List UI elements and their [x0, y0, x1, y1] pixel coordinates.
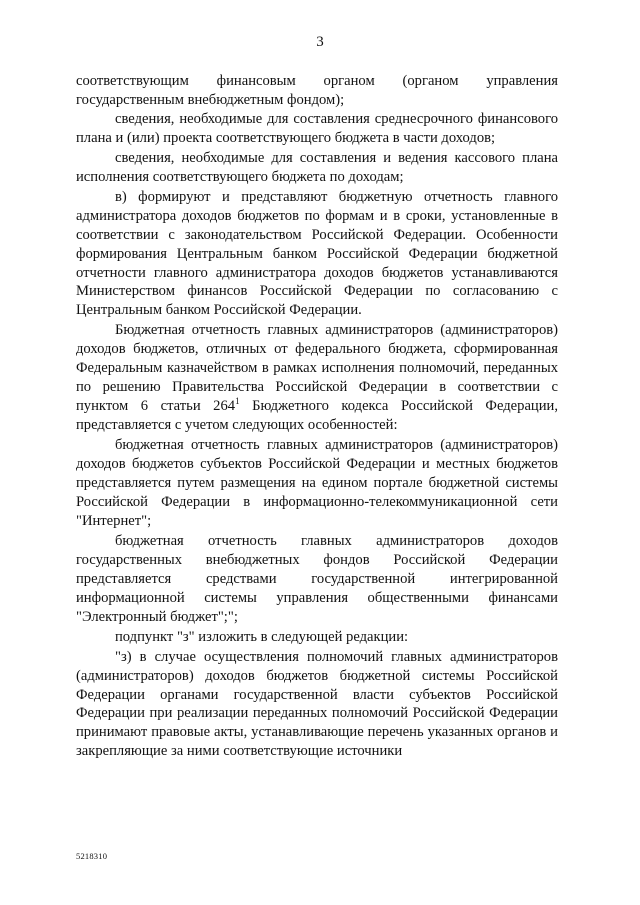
paragraph-4: в) формируют и представляют бюджетную отчетность главного администратора доходов бюджетов по формам и в сроки, установленные в соответствии с законодательством Российской Федерации. Особенности формирования Центральным банком Российской Федерации бюджетной отчетности главного администратора доходов бюджетов устанавливаются Министерством финансов Российской Федерации по согласованию с Центральным банком Российской Федерации.	[76, 188, 558, 319]
paragraph-5-text: Бюджетная отчетность главных администраторов (администраторов) доходов бюджетов, отличных от федерального бюджета, сформированная Федеральным казначейством в рамках исполнения полномочий, переданных по решению Правительства Российской Федерации в соответствии с пунктом 6 статьи 264	[76, 322, 558, 415]
paragraph-6: бюджетная отчетность главных администраторов (администраторов) доходов бюджетов субъектов Российской Федерации и местных бюджетов представляется путем размещения на едином портале бюджетной системы Российской Федерации в информационно-телекоммуникационной сети "Интернет";	[76, 437, 558, 529]
article-superscript: 1	[235, 396, 240, 407]
document-code: 5218310	[76, 851, 108, 861]
paragraph-2: сведения, необходимые для составления среднесрочного финансового плана и (или) проекта соответствующего бюджета в части доходов;	[76, 110, 558, 146]
page-number: 3	[316, 34, 324, 50]
paragraph-3: сведения, необходимые для составления и ведения кассового плана исполнения соответствующего бюджета по доходам;	[76, 149, 558, 185]
paragraph-1: соответствующим финансовым органом (органом управления государственным внебюджетным фондом);	[76, 73, 558, 108]
paragraph-8: подпункт "з" изложить в следующей редакции:	[115, 628, 409, 645]
paragraph-7: бюджетная отчетность главных администраторов доходов государственных внебюджетных фондов Российской Федерации представляется средствами государственной интегрированной информационной системы управления общественными финансами "Электронный бюджет";";	[76, 532, 558, 625]
paragraph-5	[76, 321, 558, 435]
document-body	[76, 72, 558, 761]
paragraph-5-tail: Бюджетного кодекса Российской Федерации, представляется с учетом следующих особенностей:	[76, 398, 558, 434]
paragraph-9: "з) в случае осуществления полномочий главных администраторов (администраторов) доходов бюджетов бюджетной системы Российской Федерации органами государственной власти субъектов Российской Федерации при реализации переданных полномочий Российской Федерации принимают правовые акты, устанавливающие перечень указанных органов и закрепляющие за ними соответствующие источники	[76, 648, 558, 760]
